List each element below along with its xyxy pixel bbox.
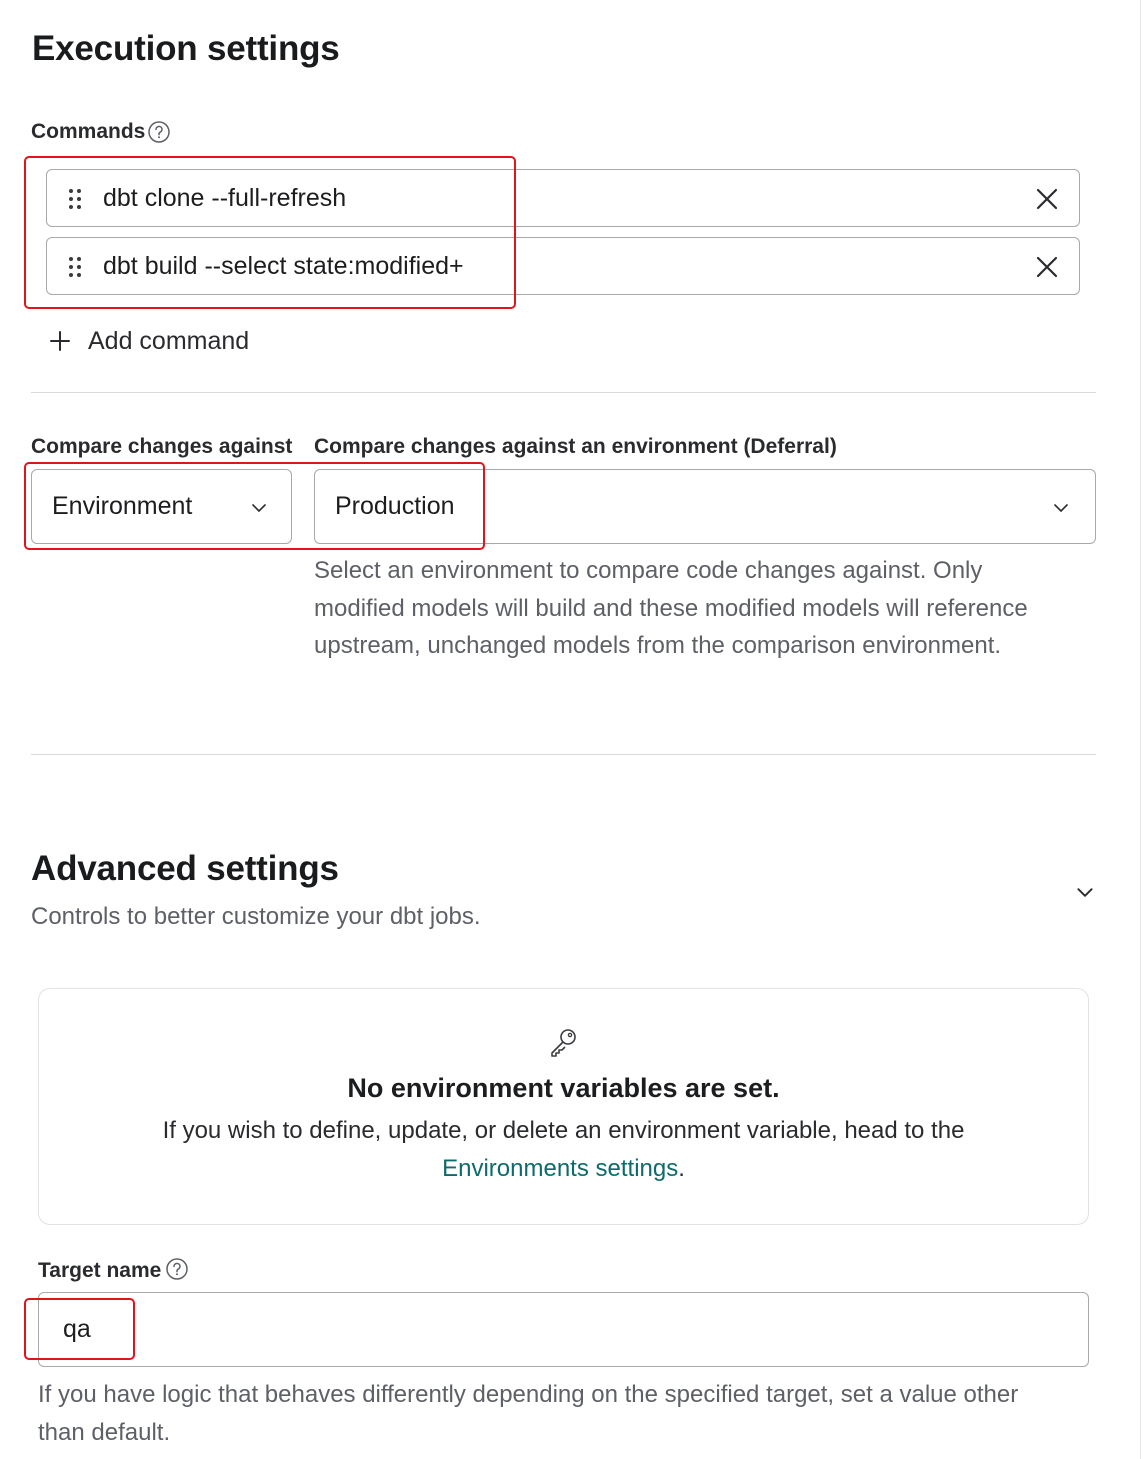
no-env-vars-title: No environment variables are set. [347,1073,780,1103]
chevron-down-icon [1053,503,1069,513]
environment-variables-card [38,988,1089,1225]
add-command-button[interactable] [48,324,249,358]
compare-changes-select[interactable] [31,469,292,544]
command-text[interactable]: dbt clone --full-refresh [103,184,347,212]
chevron-down-icon [251,503,267,513]
target-name-input[interactable] [38,1292,1089,1367]
deferral-environment-label: Compare changes against an environment (Deferral) [314,435,837,458]
compare-changes-label: Compare changes against [31,435,293,458]
commands-label: Commands [31,120,146,143]
target-name-help-text: If you have logic that behaves differently depending on the specified target, set a value other than default. [38,1381,1019,1446]
add-command-label: Add command [88,326,250,355]
page-right-border [1140,0,1141,1459]
target-name-value[interactable]: qa [63,1315,91,1343]
drag-handle-icon[interactable] [67,256,83,278]
key-icon [548,1026,580,1058]
target-name-help-icon[interactable] [166,1258,188,1280]
command-text[interactable]: dbt build --select state:modified+ [103,252,464,280]
remove-command-close-icon[interactable] [1033,253,1061,281]
environments-settings-link[interactable]: Environments settings [442,1155,679,1182]
divider [31,392,1096,393]
advanced-settings-subtitle: Controls to better customize your dbt jobs. [31,903,481,930]
deferral-help-text: Select an environment to compare code changes against. Only modified models will build and these modified models will reference upstream, unchanged models from the comparison environment. [314,557,1028,659]
collapse-chevron-down-icon[interactable] [1076,887,1094,898]
divider [31,754,1096,755]
compare-changes-value: Environment [52,492,193,520]
advanced-settings-title: Advanced settings [31,849,339,888]
target-name-label: Target name [38,1259,162,1282]
deferral-environment-value: Production [335,492,455,520]
drag-handle-icon[interactable] [67,188,83,210]
plus-icon [48,329,72,353]
execution-settings-title: Execution settings [32,29,340,68]
env-vars-description: If you wish to define, update, or delete an environment variable, head to the Environments settings. [162,1117,965,1182]
command-row[interactable] [46,169,1080,227]
commands-help-icon[interactable] [148,121,170,143]
remove-command-close-icon[interactable] [1033,185,1061,213]
command-row[interactable] [46,237,1080,295]
deferral-environment-select[interactable] [314,469,1096,544]
